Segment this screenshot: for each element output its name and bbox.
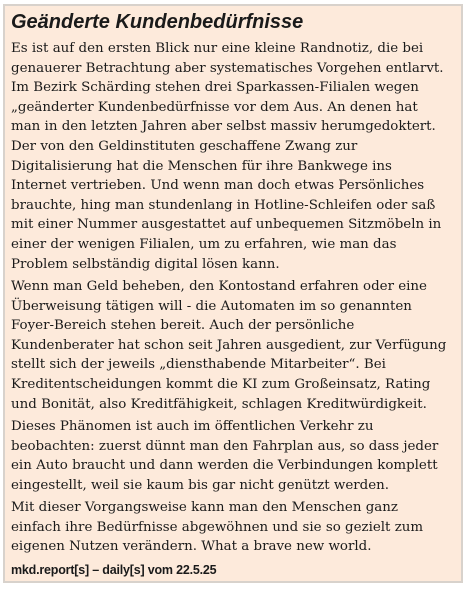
paragraph-4: [11, 498, 423, 557]
paragraph-line: beobachten: zuerst dünnt man den Fahrplan aus, so dass jeder: [11, 438, 439, 454]
paragraph-line: eigenen Nutzen verändern. What a brave new world.: [11, 539, 372, 555]
paragraph-line: Überweisung tätigen will - die Automaten im so genannten: [11, 298, 412, 314]
paragraph-line: genauerer Betrachtung aber systematisches Vorgehen entlarvt.: [11, 60, 444, 76]
paragraph-line: ein Auto braucht und dann werden die Verbindungen komplett: [11, 458, 438, 474]
paragraph-2: [11, 277, 446, 414]
paragraph-line: Kreditentscheidungen kommt die KI zum Großeinsatz, Rating: [11, 376, 431, 392]
paragraph-line: eingestellt, weil sie kaum bis gar nicht genützt werden.: [11, 477, 390, 493]
paragraph-line: man in den letzten Jahren aber selbst massiv herumgedoktert.: [11, 119, 436, 135]
paragraph-line: mit einer Nummer ausgestattet auf unbequemen Sitzmöbeln in: [11, 217, 442, 233]
paragraph-line: einfach ihre Bedürfnisse abgewöhnen und sie so gezielt zum: [11, 519, 424, 535]
paragraph-line: Digitalisierung hat die Menschen für ihre Bankwege ins: [11, 158, 392, 174]
paragraph-line: Im Bezirk Schärding stehen drei Sparkassen-Filialen wegen: [11, 80, 419, 96]
paragraph-3: [11, 417, 438, 495]
paragraph-line: stellt sich der jeweils „diensthabende Mitarbeiter“. Bei: [11, 357, 386, 373]
article-signature: mkd.report[s] – daily[s] vom 22.5.25: [11, 563, 217, 577]
paragraph-line: brauchte, hing man stundenlang in Hotline-Schleifen oder saß: [11, 197, 436, 213]
paragraph-line: Der von den Geldinstituten geschaffene Zwang zur: [11, 138, 358, 154]
paragraph-line: und Bonität, also Kreditfähigkeit, schlagen Kreditwürdigkeit.: [11, 396, 427, 412]
paragraph-line: Problem selbständig digital lösen kann.: [11, 256, 280, 272]
paragraph-1: [11, 39, 444, 274]
paragraph-line: Kundenberater hat schon seit Jahren ausgedient, zur Verfügung: [11, 337, 447, 353]
paragraph-line: Mit dieser Vorgangsweise kann man den Menschen ganz: [11, 500, 398, 515]
paragraph-line: Wenn man Geld beheben, den Kontostand erfahren oder eine: [11, 279, 427, 294]
paragraph-line: einer der wenigen Filialen, um zu erfahren, wie man das: [11, 236, 397, 252]
paragraph-line: Internet vertrieben. Und wenn man doch etwas Persönliches: [11, 178, 425, 194]
paragraph-line: „geänderter Kundenbedürfnisse vor dem Aus. An denen hat: [11, 99, 418, 115]
paragraph-line: Foyer-Bereich stehen bereit. Auch der persönliche: [11, 318, 355, 334]
paragraph-line: Dieses Phänomen ist auch im öffentlichen Verkehr zu: [11, 419, 374, 434]
paragraph-line: Es ist auf den ersten Blick nur eine kleine Randnotiz, die bei: [11, 41, 424, 56]
article-title: Geänderte Kundenbedürfnisse: [11, 11, 304, 33]
